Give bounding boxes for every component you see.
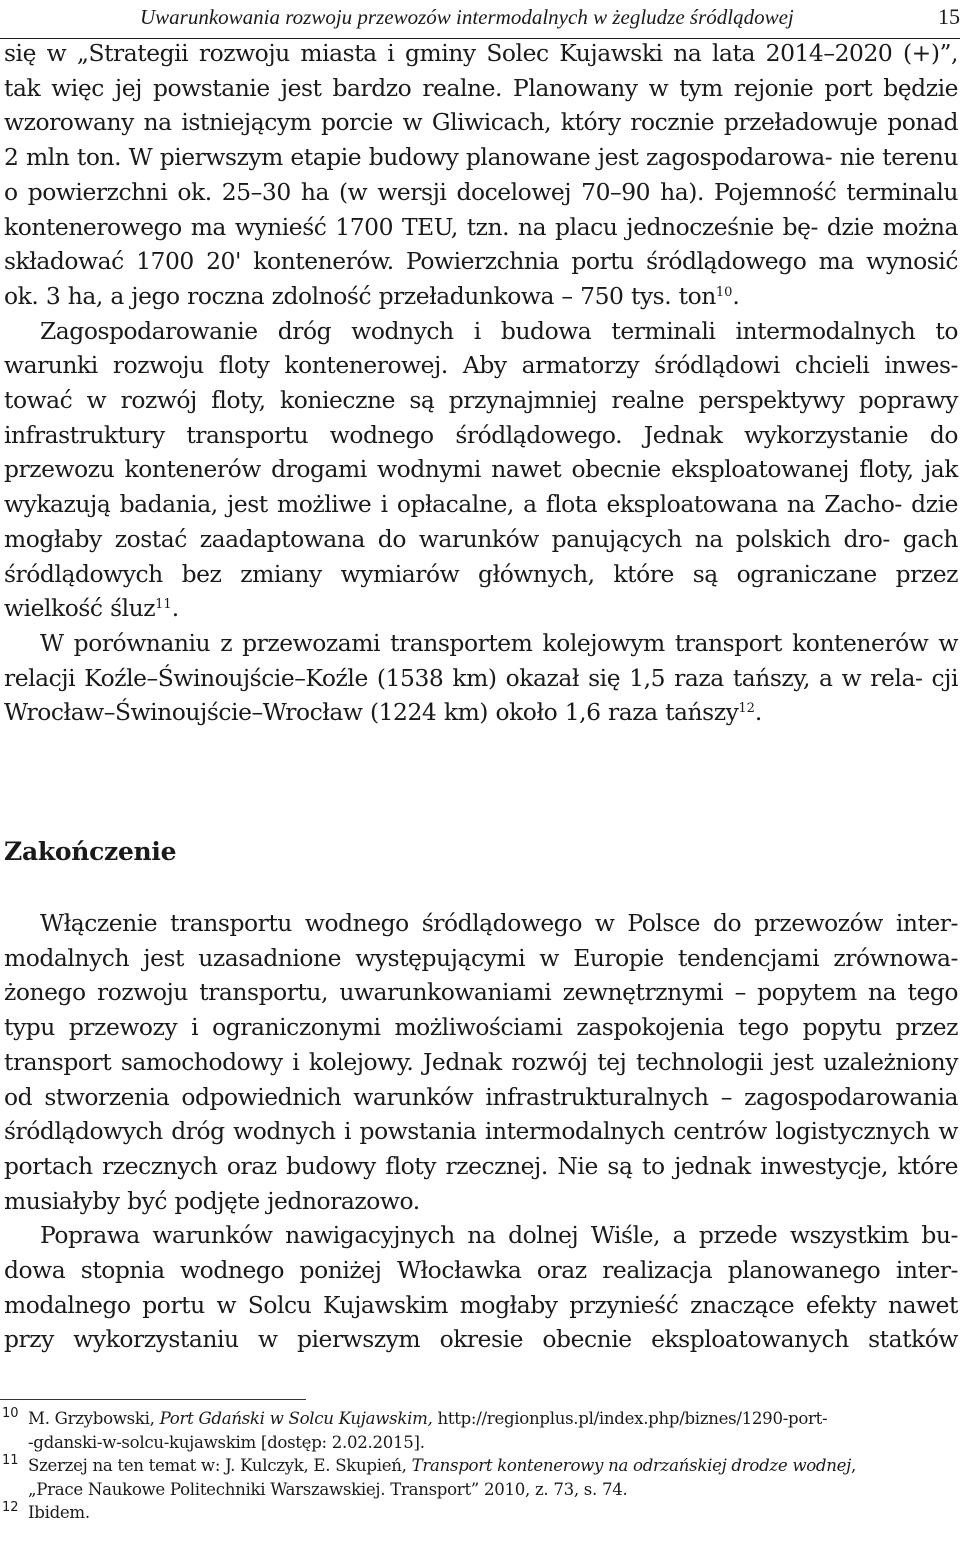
text-line: ma wynosić ok. 3 ha, a jego roczna zdolność przeładunkowa – 750 tys. ton [4, 247, 958, 310]
text-line: przez wielkość śluz [4, 559, 958, 623]
page-number: 15 [938, 4, 960, 29]
text-line: centrów logistycznych w portach rzecznych oraz budowy floty rzecznej. Nie są [4, 1117, 958, 1180]
text-line: terminalu kontenerowego ma wynieść 1700 TEU, tzn. na placu jednocześnie bę- [4, 177, 958, 241]
footnotes [0, 1407, 958, 1525]
page-header [0, 2, 960, 38]
text-line: tak więc jej powstanie jest bardzo realne. Planowany w tym rejonie port będzie [4, 73, 958, 102]
text-line-end: . [732, 281, 740, 310]
text-line-end: . [171, 594, 179, 623]
footnote-author: Szerzej na ten temat w: J. Kulczyk, E. Skupień, [28, 1456, 412, 1475]
conclusion-text-block [4, 906, 958, 1357]
footnote-ref-11[interactable]: 11 [155, 597, 172, 613]
text-line: Zagospodarowanie dróg wodnych i budowa terminali intermodalnych to [40, 316, 958, 345]
text-line: W porównaniu z przewozami transportem kolejowym transport kontenerów [40, 628, 939, 657]
text-line-end: . [754, 698, 762, 727]
paragraph-rail-comparison [4, 626, 958, 730]
text-line: uzależniony od stworzenia odpowiednich warunków infrastrukturalnych – [4, 1047, 958, 1111]
footnote-title: Transport kontenerowy na odrzańskiej drodze wodnej [411, 1456, 851, 1475]
paragraph-conclusion-1 [4, 906, 958, 1218]
footnote-author: M. Grzybowski, [28, 1409, 160, 1428]
footnote-ref-10[interactable]: 10 [715, 284, 733, 300]
footnote-text [28, 1407, 958, 1431]
text-line: tego typu przewozy i ograniczonymi możliwościami zaspokojenia tego popytu [4, 978, 958, 1042]
text-line: dzie mogłaby zostać zaadaptowana do warunków panujących na polskich dro- [4, 490, 958, 553]
footnote-separator [0, 1399, 306, 1400]
footnote-text: Ibidem. [28, 1503, 90, 1522]
text-line: dzie można składować 1700 20' kontenerów. Powierzchnia portu śródlądowego [4, 212, 958, 276]
paragraph-port-solec [4, 36, 958, 314]
footnote-11 [0, 1454, 958, 1501]
text-line: modalnych jest uzasadnione występującymi w Europie tendencjami zrównowa- [4, 943, 958, 972]
text-line: ponad 2 mln ton. W pierwszym etapie budowy planowane jest zagospodarowa- [4, 108, 958, 172]
footnote-text [28, 1454, 958, 1478]
footnote-10 [0, 1407, 958, 1454]
text-line: warunki rozwoju floty kontenerowej. Aby armatorzy śródlądowi chcieli inwes- [4, 351, 958, 380]
text-line: przy wykorzystaniu w pierwszym okresie obecnie eksploatowanych statków [4, 1325, 958, 1354]
paragraph-conclusion-2 [4, 1218, 958, 1357]
text-line: modalnego portu w Solcu Kujawskim mogłaby przynieść znaczące efekty nawet [4, 1290, 958, 1319]
running-title: Uwarunkowania rozwoju przewozów intermodalnych w żegludze śródlądowej [140, 5, 794, 29]
text-line: żonego rozwoju transportu, uwarunkowaniami zewnętrznymi – popytem na [4, 978, 908, 1007]
footnote-text-cont: „Prace Naukowe Politechniki Warszawskiej. Transport” 2010, z. 73, s. 74. [28, 1479, 628, 1499]
footnote-number: 11 [2, 1453, 19, 1468]
footnote-ref-12[interactable]: 12 [738, 701, 755, 717]
footnote-number: 10 [2, 1406, 19, 1421]
text-line: jak wykazują badania, jest możliwe i opłacalne, a flota eksploatowana na Zacho- [4, 455, 958, 519]
paragraph-fleet-development [4, 314, 958, 626]
text-line: gach śródlądowych bez zmiany wymiarów głównych, które są ograniczane [4, 524, 958, 588]
footnote-12 [0, 1501, 958, 1525]
text-line: tować w rozwój floty, konieczne są przynajmniej realne perspektywy poprawy [4, 386, 958, 415]
text-line: wzorowany na istniejącym porcie w Gliwicach, który rocznie przeładowuje [4, 108, 888, 137]
text-line: to jednak inwestycje, które musiałyby być podjęte jednorazowo. [4, 1151, 958, 1215]
text-line: zagospodarowania śródlądowych dróg wodnych i powstania intermodalnych [4, 1082, 958, 1146]
footnote-text-cont: -gdanski-w-solcu-kujawskim [dostęp: 2.02.2015]. [28, 1432, 425, 1452]
text-line: dowa stopnia wodnego poniżej Włocławka oraz realizacja planowanego inter- [4, 1256, 958, 1285]
text-line: infrastruktury transportu wodnego śródlądowego. Jednak wykorzystanie do [4, 420, 958, 449]
text-line: przez transport samochodowy i kolejowy. Jednak rozwój tej technologii jest [4, 1013, 958, 1076]
text-line: Włączenie transportu wodnego śródlądowego w Polsce do przewozów inter- [40, 909, 958, 937]
section-heading: Zakończenie [4, 837, 177, 866]
text-line: przewozu kontenerów drogami wodnymi nawet obecnie eksploatowanej floty, [4, 455, 924, 484]
text-line: Poprawa warunków nawigacyjnych na dolnej Wiśle, a przede wszystkim bu- [40, 1221, 958, 1250]
text-line: cji Wrocław–Świnoujście–Wrocław (1224 km) około 1,6 raza tańszy [4, 663, 958, 727]
text-line: się w „Strategii rozwoju miasta i gminy Solec Kujawski na lata 2014–2020 (+)”, [4, 39, 958, 67]
text-line: w relacji Koźle–Świnoujście–Koźle (1538 km) okazał się 1,5 raza tańszy, a w rela- [4, 628, 958, 692]
footnote-url[interactable]: http://regionplus.pl/index.php/biznes/1290-port- [432, 1409, 828, 1428]
footnote-title: Port Gdański w Solcu Kujawskim, [159, 1409, 433, 1428]
main-text-block [4, 36, 958, 730]
footnote-punct: , [851, 1456, 856, 1475]
text-line: nie terenu o powierzchni ok. 25–30 ha (w wersji docelowej 70–90 ha). Pojemność [4, 143, 958, 206]
footnote-number: 12 [2, 1500, 19, 1515]
